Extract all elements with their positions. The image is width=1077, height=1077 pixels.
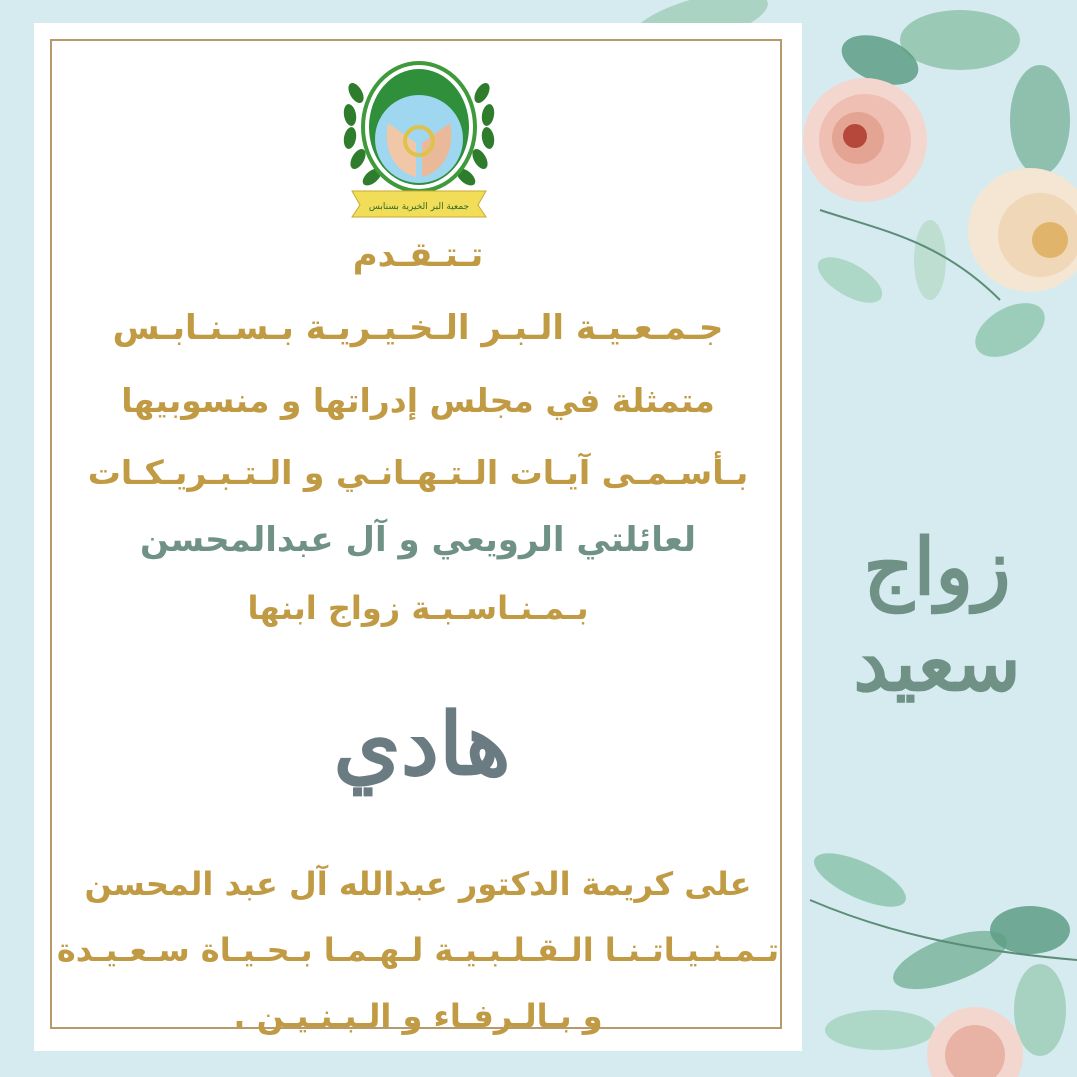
text-line-2: جـمـعـيـة الـبـر الـخـيـريـة بـسـنـابـس [112, 308, 724, 348]
side-title-line1: زواج [863, 522, 1011, 613]
text-line-1: تـتـقـدم [352, 235, 484, 275]
text-line-5: لعائلتي الرويعي و آل عبدالمحسن [139, 520, 696, 560]
text-line-8: تـمـنـيـاتـنـا الـقـلـبـيـة لـهـمـا بـحـيـاة سـعـيـدة [56, 931, 780, 969]
text-line-7: على كريمة الدكتور عبدالله آل عبد المحسن [84, 865, 752, 903]
floral-bottom-right [807, 843, 1077, 1077]
groom-name: هادي [333, 694, 511, 795]
text-line-3: متمثلة في مجلس إدراتها و منسوبيها [121, 381, 715, 420]
text-line-4: بـأسـمـى آيـات الـتـهـانـي و الـتـبـريـكـات [87, 453, 749, 492]
side-title-calligraphy [812, 520, 1062, 750]
side-title-line2: سعيد [853, 618, 1021, 709]
text-line-6: بـمـنـاسـبـة زواج ابنها [247, 589, 589, 627]
text-line-9: و بـالـرفـاء و الـبـنـيـن . [233, 997, 603, 1035]
association-logo [338, 53, 500, 223]
groom-name-calligraphy [272, 675, 572, 815]
invitation-card [34, 23, 802, 1051]
logo-ribbon-text: جمعية البر الخيرية بسنابس [368, 202, 470, 212]
